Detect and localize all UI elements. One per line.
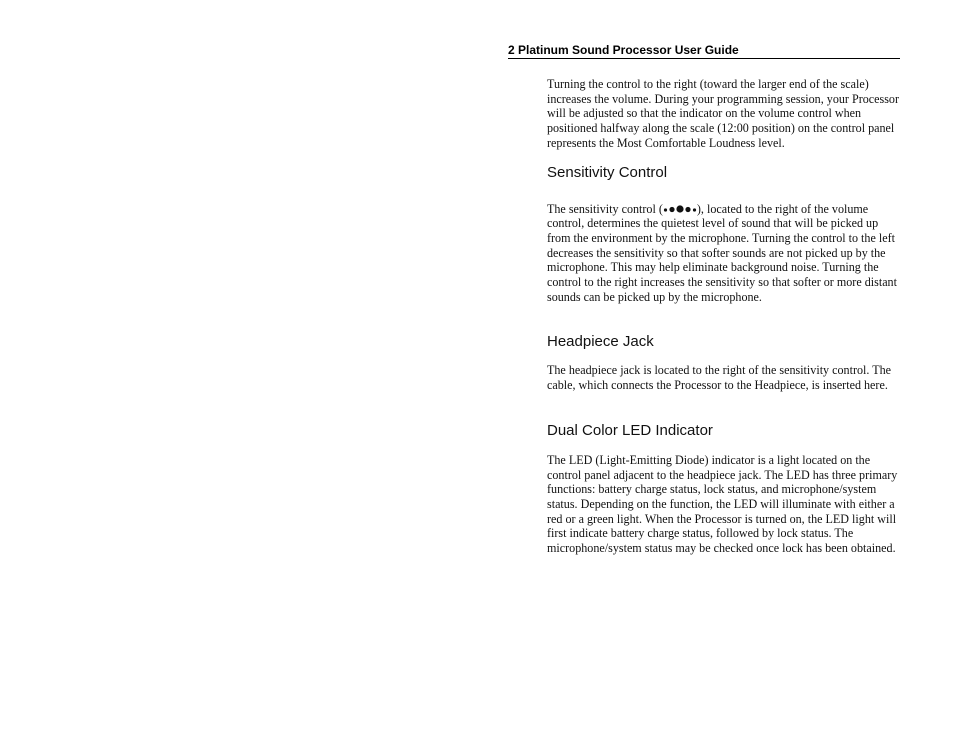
intro-paragraph: Turning the control to the right (toward the larger end of the scale) increases the volume. During your programming session, your Processor will be adjusted so that the indicator on the volume control when positioned halfway along the scale (12:00 position) on the control panel represents the Most Comfortable Loudness level. — [547, 77, 899, 150]
page-header: 2 Platinum Sound Processor User Guide — [508, 43, 900, 59]
sensitivity-paragraph — [547, 202, 902, 305]
headpiece-jack-paragraph: The headpiece jack is located to the right of the sensitivity control. The cable, which connects the Processor to the Headpiece, is inserted here. — [547, 363, 892, 393]
section-heading-sensitivity-control: Sensitivity Control — [547, 163, 668, 181]
led-indicator-paragraph: The LED (Light-Emitting Diode) indicator is a light located on the control panel adjacent to the headpiece jack. The LED has three primary functions: battery charge status, lock status, and microphone/system status. Depending on the function, the LED will illuminate with either a red or a green light. When the Processor is turned on, the LED light will first indicate battery charge status, followed by lock status. The microphone/system status may be checked once lock has been obtained. — [547, 452, 898, 556]
sensitivity-text-end: ), located to the right of the volume control, determines the quietest level of sound that will be picked up from the environment by the microphone. Turning the control to the left decreases the sensitivity so that softer sounds are not picked up by the microphone. This may help eliminate background noise. Turning the control to the right increases the sensitivity so that softer or more distant sounds can be picked up by the microphone. — [547, 201, 897, 304]
sensitivity-text-start: The sensitivity control ( — [547, 201, 663, 216]
section-heading-headpiece-jack: Headpiece Jack — [547, 333, 654, 351]
sensitivity-dots-icon — [663, 204, 697, 214]
page-content — [547, 77, 902, 556]
section-heading-led-indicator: Dual Color LED Indicator — [547, 421, 713, 439]
